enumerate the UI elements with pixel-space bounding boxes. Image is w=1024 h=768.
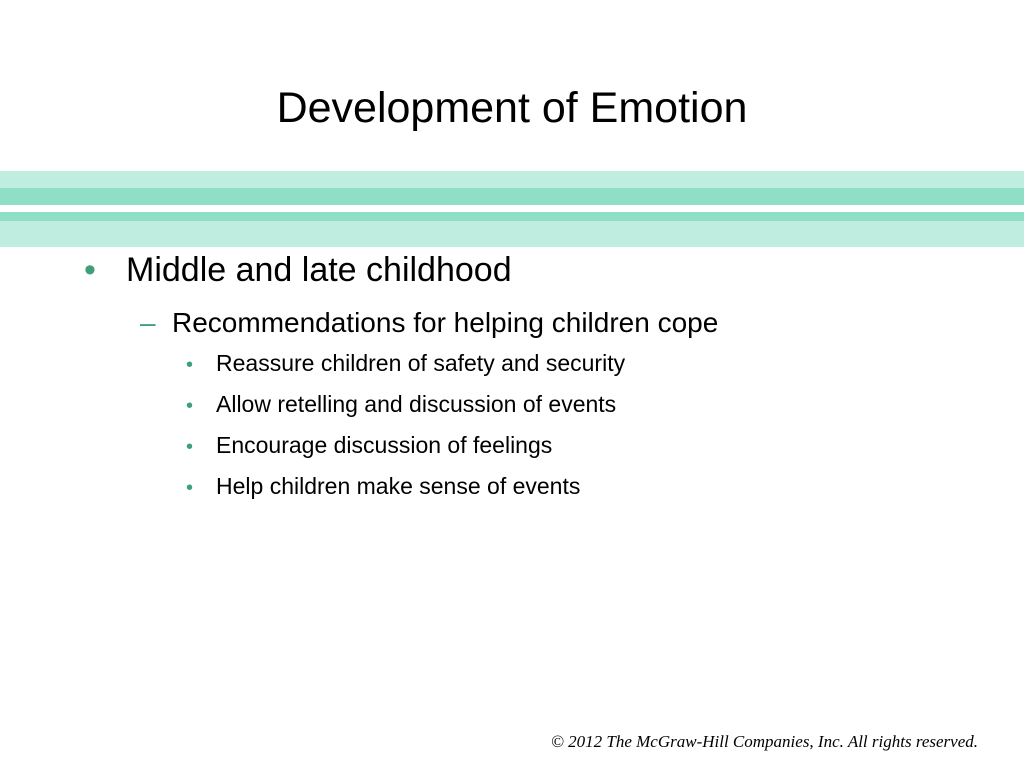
bullet-marker: • bbox=[186, 436, 194, 458]
decorative-band-middle bbox=[0, 188, 1024, 205]
bullet-marker: • bbox=[186, 395, 194, 417]
decorative-gap bbox=[0, 205, 1024, 212]
dash-marker: – bbox=[140, 307, 156, 338]
bullet-marker: • bbox=[186, 477, 194, 499]
bullet-level2-text: Recommendations for helping children cope bbox=[172, 307, 719, 338]
bullet-level1-item bbox=[84, 248, 512, 292]
slide-title: Development of Emotion bbox=[276, 84, 748, 132]
sub-bullet-item bbox=[186, 348, 966, 389]
bullet-marker: • bbox=[186, 354, 194, 376]
bullet-level1-text: Middle and late childhood bbox=[126, 251, 512, 289]
decorative-band-thin bbox=[0, 212, 1024, 221]
decorative-band-bottom bbox=[0, 221, 1024, 247]
sub-bullet-list bbox=[186, 348, 966, 512]
decorative-band-top bbox=[0, 171, 1024, 188]
bullet-level2-item bbox=[140, 304, 718, 342]
sub-bullet-item bbox=[186, 471, 966, 512]
sub-bullet-item bbox=[186, 430, 966, 471]
bullet-marker: • bbox=[84, 251, 96, 289]
sub-bullet-text: Help children make sense of events bbox=[216, 473, 581, 499]
sub-bullet-text: Reassure children of safety and security bbox=[216, 350, 626, 376]
copyright-footer: © 2012 The McGraw-Hill Companies, Inc. All rights reserved. bbox=[550, 732, 978, 751]
sub-bullet-text: Allow retelling and discussion of events bbox=[216, 391, 617, 417]
sub-bullet-text: Encourage discussion of feelings bbox=[216, 432, 553, 458]
sub-bullet-item bbox=[186, 389, 966, 430]
